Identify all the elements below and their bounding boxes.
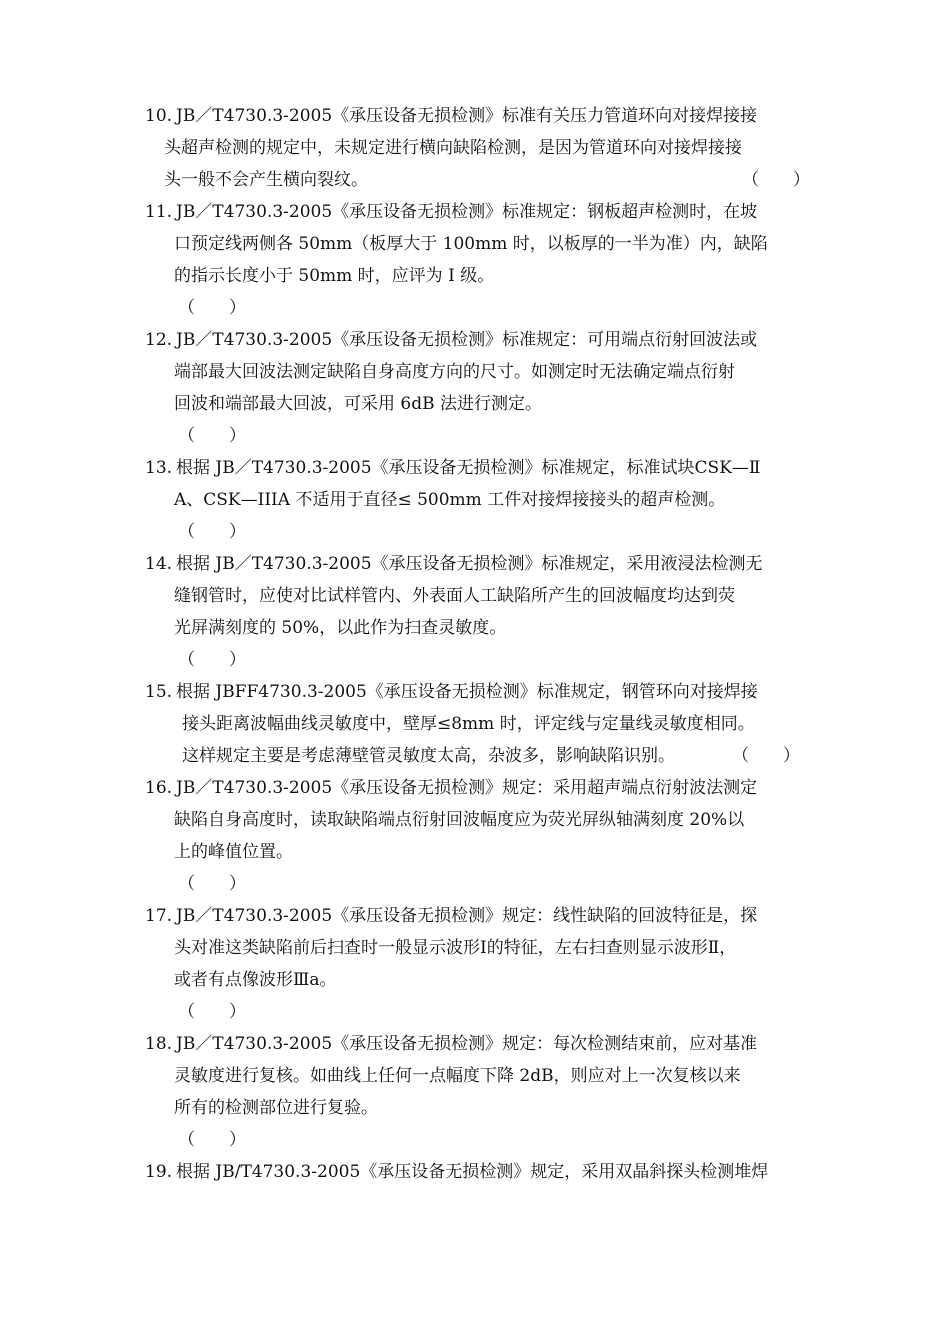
- answer-blank[interactable]: （ ）: [178, 1130, 246, 1150]
- question-text-line: JB／T4730.3-2005《承压设备无损检测》标准有关压力管道环向对接焊接接: [176, 106, 758, 126]
- question-text-line: 口预定线两侧各 50mm（板厚大于 100mm 时，以板厚的一半为准）内，缺陷: [174, 234, 768, 254]
- question-text-line: 端部最大回波法测定缺陷自身高度方向的尺寸。如测定时无法确定端点衍射: [174, 362, 735, 382]
- question-number: 17.: [145, 906, 173, 926]
- question-number: 13.: [145, 458, 173, 478]
- question-number: 11.: [145, 202, 173, 222]
- question-text-line: 根据 JB／T4730.3-2005《承压设备无损检测》标准规定，采用液浸法检测无: [176, 554, 763, 574]
- question-text-line: 的指示长度小于 50mm 时，应评为 I 级。: [174, 266, 495, 286]
- question-text-line: 光屏满刻度的 50%，以此作为扫查灵敏度。: [174, 618, 507, 638]
- question-text-line: JB／T4730.3-2005《承压设备无损检测》规定：每次检测结束前，应对基准: [176, 1034, 758, 1054]
- question-number: 15.: [145, 682, 173, 702]
- question-text-line: 缝钢管时，应使对比试样管内、外表面人工缺陷所产生的回波幅度均达到荧: [174, 586, 735, 606]
- question-text-line: 根据 JB／T4730.3-2005《承压设备无损检测》标准规定，标准试块CSK—Ⅱ: [176, 458, 761, 478]
- answer-blank[interactable]: （ ）: [732, 746, 800, 766]
- question-text-line: JB／T4730.3-2005《承压设备无损检测》规定：采用超声端点衍射波法测定: [176, 778, 758, 798]
- question-text-line: 缺陷自身高度时，读取缺陷端点衍射回波幅度应为荧光屏纵轴满刻度 20%以: [174, 810, 745, 830]
- question-number: 14.: [145, 554, 173, 574]
- question-text-line: 根据 JB/T4730.3-2005《承压设备无损检测》规定，采用双晶斜探头检测堆焊: [176, 1162, 769, 1182]
- question-number: 12.: [145, 330, 173, 350]
- question-text-line: 头一般不会产生横向裂纹。: [164, 170, 368, 190]
- question-number: 16.: [145, 778, 173, 798]
- question-text-line: 灵敏度进行复核。如曲线上任何一点幅度下降 2dB，则应对上一次复核以来: [174, 1066, 741, 1086]
- answer-blank[interactable]: （ ）: [742, 170, 810, 190]
- answer-blank[interactable]: （ ）: [178, 522, 246, 542]
- question-number: 19.: [145, 1162, 173, 1182]
- question-text-line: 接头距离波幅曲线灵敏度中，壁厚≤8mm 时，评定线与定量线灵敏度相同。: [182, 714, 755, 734]
- answer-blank[interactable]: （ ）: [178, 426, 246, 446]
- question-number: 10.: [145, 106, 173, 126]
- answer-blank[interactable]: （ ）: [178, 874, 246, 894]
- question-text-line: 根据 JBFF4730.3-2005《承压设备无损检测》标准规定，钢管环向对接焊接: [176, 682, 758, 702]
- question-text-line: 头超声检测的规定中，未规定进行横向缺陷检测，是因为管道环向对接焊接接: [164, 138, 742, 158]
- question-text-line: 上的峰值位置。: [174, 842, 293, 862]
- question-text-line: JB／T4730.3-2005《承压设备无损检测》标准规定：钢板超声检测时，在坡: [176, 202, 758, 222]
- question-text-line: 所有的检测部位进行复验。: [174, 1098, 378, 1118]
- question-text-line: 回波和端部最大回波，可采用 6dB 法进行测定。: [174, 394, 542, 414]
- answer-blank[interactable]: （ ）: [178, 1002, 246, 1022]
- question-text-line: JB／T4730.3-2005《承压设备无损检测》规定：线性缺陷的回波特征是，探: [176, 906, 758, 926]
- question-text-line: A、CSK—IIIA 不适用于直径≤ 500mm 工件对接焊接接头的超声检测。: [174, 490, 726, 510]
- question-text-line: 这样规定主要是考虑薄壁管灵敏度太高，杂波多，影响缺陷识别。: [182, 746, 675, 766]
- question-number: 18.: [145, 1034, 173, 1054]
- question-text-line: 或者有点像波形Ⅲa。: [174, 970, 337, 990]
- answer-blank[interactable]: （ ）: [178, 298, 246, 318]
- answer-blank[interactable]: （ ）: [178, 650, 246, 670]
- question-text-line: 头对准这类缺陷前后扫查时一般显示波形Ⅰ的特征，左右扫查则显示波形Ⅱ，: [174, 938, 737, 958]
- question-text-line: JB／T4730.3-2005《承压设备无损检测》标准规定：可用端点衍射回波法或: [176, 330, 758, 350]
